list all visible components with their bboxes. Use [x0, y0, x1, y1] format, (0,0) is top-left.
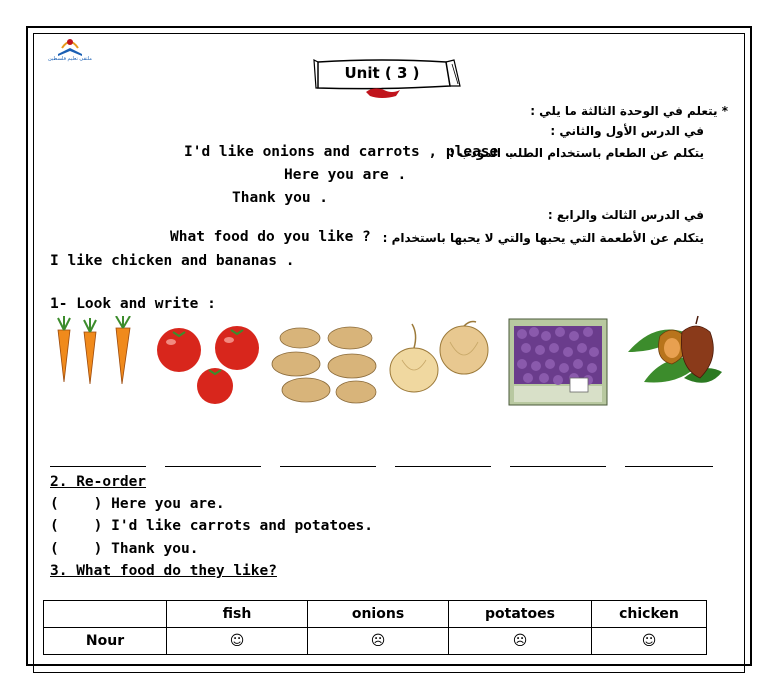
- sad-face-icon: ☹: [308, 628, 449, 655]
- grapes-picture: [508, 318, 608, 406]
- section-1-title: 1- Look and write :: [50, 296, 216, 312]
- table-header-cell: potatoes: [449, 601, 592, 628]
- arabic-intro: * يتعلم في الوحدة الثالثة ما يلي :: [530, 104, 728, 118]
- table-row-name: Nour: [44, 628, 167, 655]
- table-header-cell: [44, 601, 167, 628]
- onions-picture: [388, 320, 492, 396]
- answer-blank-2[interactable]: [165, 466, 261, 467]
- answer-blank-6[interactable]: [625, 466, 713, 467]
- smiley-face-icon: ☺: [592, 628, 707, 655]
- answer-blank-3[interactable]: [280, 466, 376, 467]
- section-2-title: 2. Re-order: [50, 474, 147, 490]
- english-line-3: Thank you .: [232, 190, 329, 206]
- book-logo-icon: [44, 34, 96, 58]
- food-likes-table: [43, 600, 707, 655]
- reorder-item: [50, 496, 225, 512]
- table-row: [44, 628, 707, 655]
- english-line-1: I'd like onions and carrots , please .: [184, 144, 516, 160]
- reorder-text: I'd like carrots and potatoes.: [111, 518, 374, 534]
- answer-blank-4[interactable]: [395, 466, 491, 467]
- arabic-likes-dislikes: يتكلم عن الأطعمة التي يحبها والتي لا يحبها باستخدام :: [382, 231, 704, 245]
- unit-banner: [312, 56, 462, 98]
- smiley-face-icon: ☺: [167, 628, 308, 655]
- arabic-lesson-1-2: في الدرس الأول والثاني :: [550, 124, 704, 138]
- figs-picture: [624, 312, 724, 392]
- reorder-text: Thank you.: [111, 541, 199, 557]
- potatoes-picture: [270, 324, 382, 406]
- section-3-title: 3. What food do they like?: [50, 563, 277, 579]
- reorder-item: [50, 518, 373, 534]
- english-question: What food do you like ?: [170, 229, 371, 245]
- unit-title: Unit ( 3 ): [344, 64, 420, 82]
- reorder-bracket[interactable]: ( ): [50, 541, 103, 557]
- reorder-item: [50, 541, 198, 557]
- sad-face-icon: ☹: [449, 628, 592, 655]
- logo-text: ملتقى تعليم فلسطين: [48, 56, 92, 62]
- english-line-2: Here you are .: [284, 167, 407, 183]
- reorder-bracket[interactable]: ( ): [50, 496, 103, 512]
- answer-blank-5[interactable]: [510, 466, 606, 467]
- tomatoes-picture: [155, 326, 263, 406]
- school-logo: [44, 34, 96, 66]
- reorder-text: Here you are.: [111, 496, 225, 512]
- table-header-row: [44, 601, 707, 628]
- answer-blank-1[interactable]: [50, 466, 146, 467]
- table-header-cell: onions: [308, 601, 449, 628]
- carrots-picture: [50, 316, 142, 386]
- english-answer: I like chicken and bananas .: [50, 253, 295, 269]
- table-header-cell: fish: [167, 601, 308, 628]
- reorder-bracket[interactable]: ( ): [50, 518, 103, 534]
- table-header-cell: chicken: [592, 601, 707, 628]
- arabic-lesson-3-4: في الدرس الثالث والرابع :: [547, 208, 704, 222]
- arabic-polite-request: يتكلم عن الطعام باستخدام الطلب المؤدب :: [449, 146, 704, 160]
